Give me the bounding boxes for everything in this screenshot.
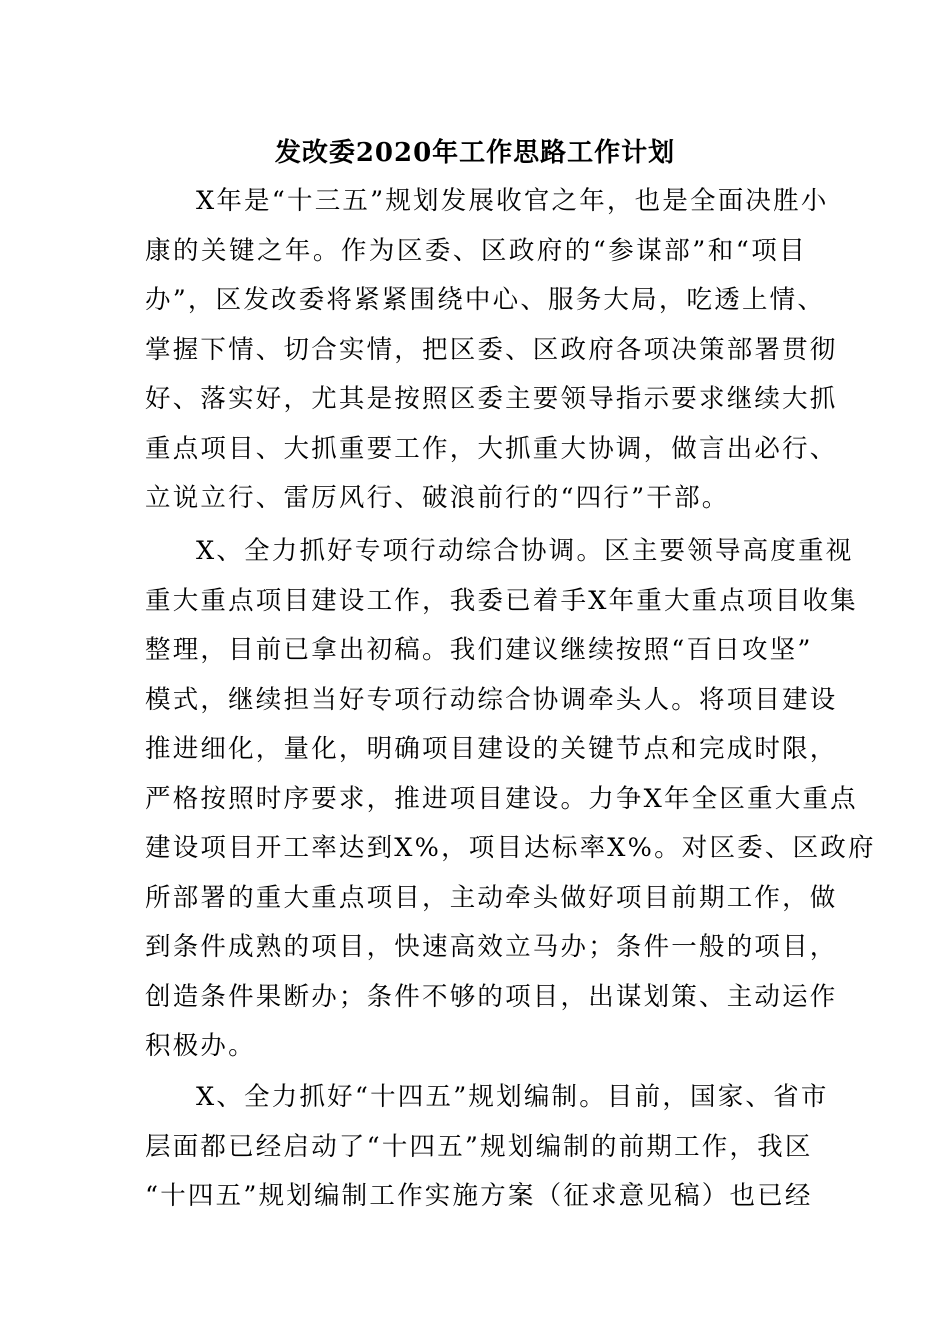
text-line: 好、落实好，尤其是按照区委主要领导指示要求继续大抓 [145, 384, 838, 414]
paragraph-1 [145, 177, 838, 524]
paragraph-3 [145, 1073, 829, 1222]
text-line: 重点项目、大抓重要工作，大抓重大协调，做言出必行、 [145, 433, 838, 464]
text-line: 到条件成熟的项目，快速高效立马办；条件一般的项目， [145, 932, 838, 962]
text-line: 推进细化，量化，明确项目建设的关键节点和完成时限， [145, 734, 838, 764]
text-line: 建设项目开工率达到X%，项目达标率X%。对区委、区政府 [145, 833, 876, 863]
text-line: 严格按照时序要求，推进项目建设。力争X年全区重大重点 [145, 783, 858, 814]
text-line: 创造条件果断办；条件不够的项目，出谋划策、主动运作 [145, 981, 838, 1012]
text-line: 所部署的重大重点项目，主动牵头做好项目前期工作，做 [145, 882, 838, 913]
text-line: 整理，目前已拿出初稿。我们建议继续按照“百日攻坚” [145, 635, 813, 665]
text-line: X、全力抓好专项行动综合协调。区主要领导高度重视 [196, 536, 854, 566]
paragraph-2 [145, 527, 876, 1072]
text-line: 重大重点项目建设工作，我委已着手X年重大重点项目收集 [145, 585, 858, 616]
text-line: “十四五”规划编制工作实施方案（征求意见稿）也已经 [145, 1181, 813, 1211]
text-line: X年是“十三五”规划发展收官之年，也是全面决胜小 [196, 186, 829, 216]
text-line: 掌握下情、切合实情，把区委、区政府各项决策部署贯彻 [145, 334, 838, 365]
text-line: 积极办。 [145, 1031, 256, 1061]
text-line: 模式，继续担当好专项行动综合协调牵头人。将项目建设 [145, 684, 838, 715]
text-line: 康的关键之年。作为区委、区政府的“参谋部”和“项目 [145, 235, 807, 266]
text-line: 办”，区发改委将紧紧围绕中心、服务大局，吃透上情、 [145, 285, 826, 315]
text-line: 立说立行、雷厉风行、破浪前行的“四行”干部。 [145, 483, 730, 513]
document-title: 发改委2020年工作思路工作计划 [274, 138, 676, 168]
text-line: 层面都已经启动了“十四五”规划编制的前期工作，我区 [145, 1131, 813, 1162]
text-line: X、全力抓好“十四五”规划编制。目前，国家、省市 [196, 1082, 829, 1112]
